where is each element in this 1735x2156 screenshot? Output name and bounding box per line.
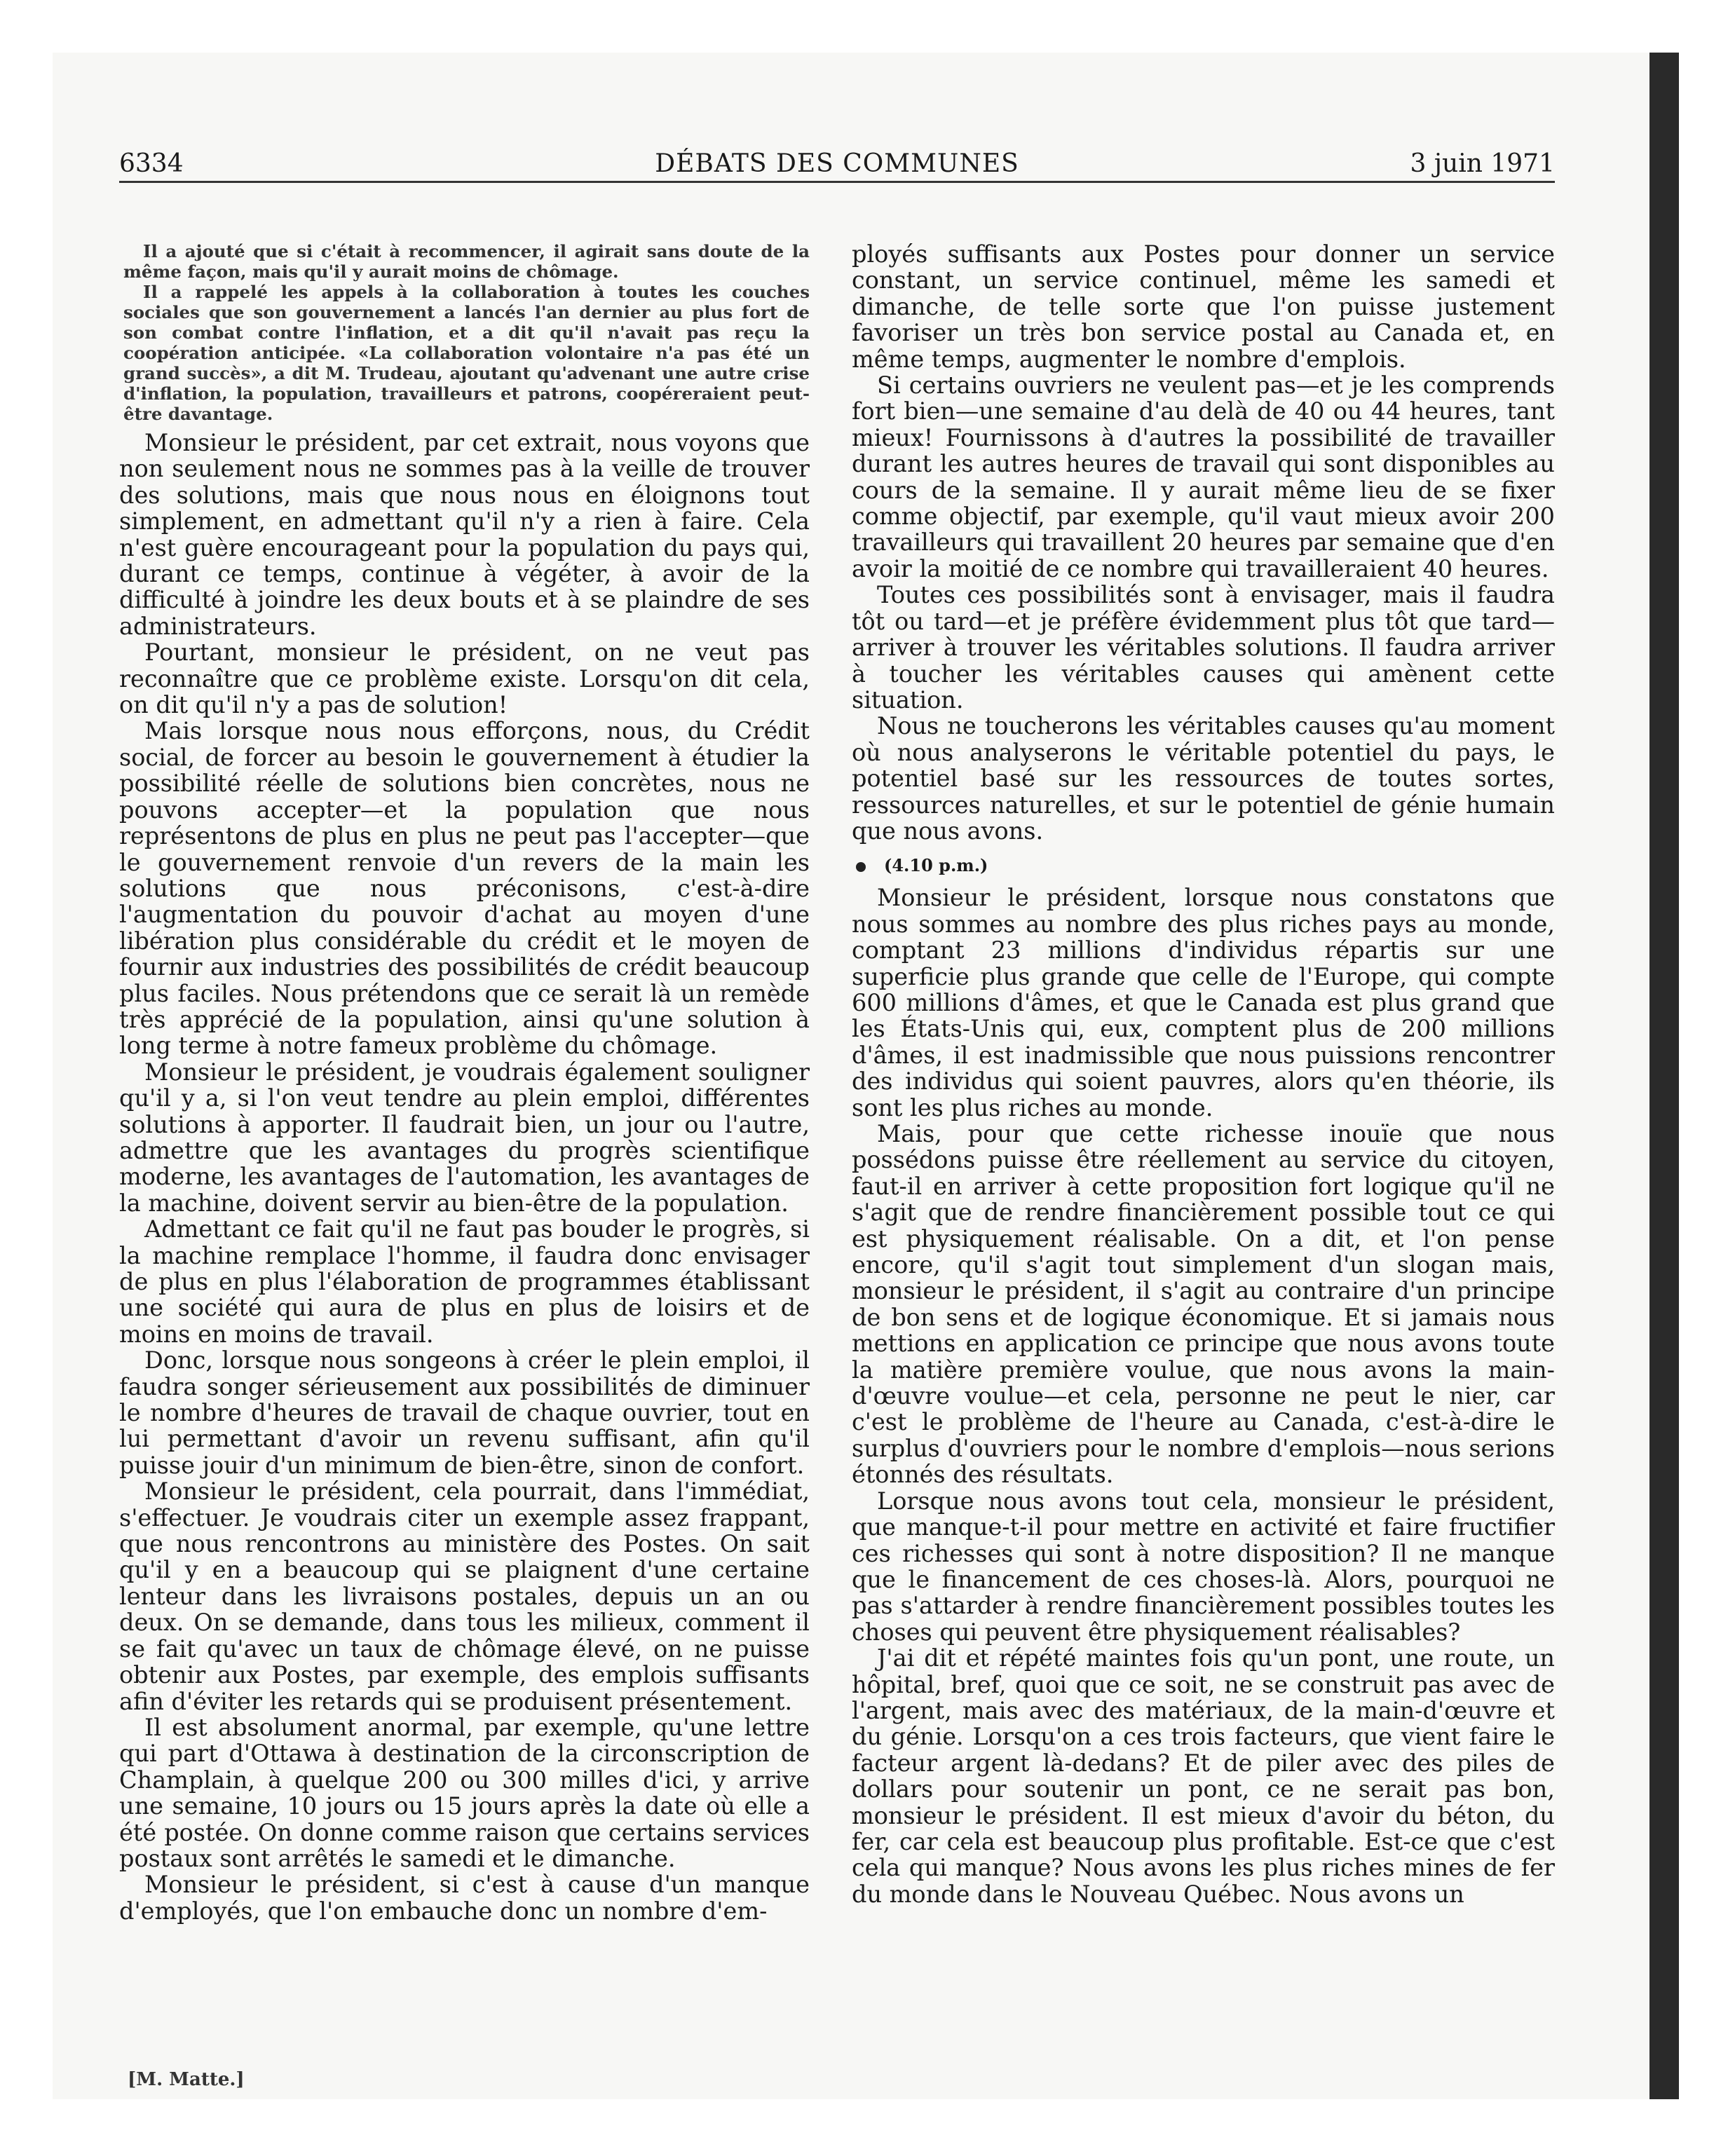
paragraph: Monsieur le président, par cet extrait, nous voyons que non seulement nous ne sommes pas à la veille de trouver des solutions, mais que nous nous en éloignons tout simplement, en admettant qu'il n'y a rien à faire. Cela n'est guère encourageant pour la population du pays qui, durant ce temps, continue à végéter, à avoir de la difficulté à joindre les deux bouts et à se plaindre de ses administrateurs. (119, 429, 810, 640)
paragraph: ployés suffisants aux Postes pour donner un service constant, un service continuel, même les samedi et dimanche, de telle sorte que l'on puisse justement favoriser un très bon service postal au Canada et, en même temps, augmenter le nombre d'emplois. (852, 240, 1555, 373)
paragraph: Lorsque nous avons tout cela, monsieur le président, que manque-t-il pour mettre en activité et faire fructifier ces richesses qui sont à notre disposition? Il ne manque que le financement de ces choses-là. Alors, pourquoi ne pas s'attarder à rendre financièrement possibles toutes les choses qui peuvent être physiquement réalisables? (852, 1487, 1555, 1646)
paragraph: Donc, lorsque nous songeons à créer le plein emploi, il faudra songer sérieusement aux possibilités de diminuer le nombre d'heures de travail de chaque ouvrier, tout en lui permettant d'avoir un revenu suffisant, afin qu'il puisse jouir d'un minimum de bien-être, sinon de confort. (119, 1346, 810, 1479)
page-date: 3 juin 1971 (1410, 149, 1555, 178)
left-column (119, 241, 810, 1924)
timestamp-text: (4.10 p.m.) (884, 855, 988, 876)
page-number: 6334 (119, 149, 184, 178)
bullet-icon (856, 862, 866, 872)
page-header (119, 144, 1555, 183)
paragraph: Monsieur le président, si c'est à cause d'un manque d'employés, que l'on embauche donc un nombre d'em- (119, 1871, 810, 1925)
speaker-attribution: [M. Matte.] (128, 2069, 245, 2090)
paragraph: Monsieur le président, je voudrais également souligner qu'il y a, si l'on veut tendre au plein emploi, différentes solutions à apporter. Il faudrait bien, un jour ou l'autre, admettre que les avantages du progrès scientifique moderne, les avantages de l'automation, les avantages de la machine, doivent servir au bien-être de la population. (119, 1058, 810, 1217)
paragraph: Monsieur le président, cela pourrait, dans l'immédiat, s'effectuer. Je voudrais citer un exemple assez frappant, que nous rencontrons au ministère des Postes. On sait qu'il y en a beaucoup qui se plaignent d'une certaine lenteur dans les livraisons postales, depuis un an ou deux. On se demande, dans tous les milieux, comment il se fait qu'avec un taux de chômage élevé, on ne puisse obtenir aux Postes, par exemple, des emplois suffisants afin d'éviter les retards qui se produisent présentement. (119, 1478, 810, 1715)
right-column (852, 241, 1555, 1907)
quoted-extract (119, 241, 810, 424)
paragraph: Monsieur le président, lorsque nous constatons que nous sommes au nombre des plus riches pays au monde, comptant 23 millions d'individus répartis sur une superficie plus grande que celle de l'Europe, qui compte 600 millions d'âmes, et que le Canada est plus grand que les États-Unis qui, eux, comptent plus de 200 millions d'âmes, il est inadmissible que nous puissions rencontrer des individus qui soient pauvres, alors qu'en théorie, ils sont les plus riches au monde. (852, 884, 1555, 1121)
paragraph: Toutes ces possibilités sont à envisager, mais il faudra tôt ou tard—et je préfère évidemment plus tôt que tard—arriver à trouver les véritables solutions. Il faudra arriver à toucher les véritables causes qui amènent cette situation. (852, 581, 1555, 714)
paragraph: J'ai dit et répété maintes fois qu'un pont, une route, un hôpital, bref, quoi que ce soit, ne se construit pas avec de l'argent, mais avec des matériaux, de la main-d'œuvre et du génie. Lorsqu'on a ces trois facteurs, que vient faire le facteur argent là-dedans? Et de piler avec des piles de dollars pour soutenir un pont, ce ne serait pas bon, monsieur le président. Il est mieux d'avoir du béton, du fer, car cela est beaucoup plus profitable. Est-ce que c'est cela qui manque? Nous avons les plus riches mines de fer du monde dans le Nouveau Québec. Nous avons un (852, 1644, 1555, 1908)
page-title: DÉBATS DES COMMUNES (655, 149, 1019, 178)
scan-edge-strip (1649, 53, 1679, 2099)
paragraph: Admettant ce fait qu'il ne faut pas bouder le progrès, si la machine remplace l'homme, il faudra donc envisager de plus en plus l'élaboration de programmes établissant une société qui aura de plus en plus de loisirs et de moins en moins de travail. (119, 1215, 810, 1348)
paragraph: Pourtant, monsieur le président, on ne veut pas reconnaître que ce problème existe. Lorsqu'on dit cela, on dit qu'il n'y a pas de solution! (119, 639, 810, 719)
quote-paragraph: Il a ajouté que si c'était à recommencer, il agirait sans doute de la même façon, mais qu'il y aurait moins de chômage. (123, 241, 810, 282)
timestamp (852, 855, 1555, 876)
paragraph: Nous ne toucherons les véritables causes qu'au moment où nous analyserons le véritable potentiel du pays, le potentiel basé sur les ressources de toutes sortes, ressources naturelles, et sur le potentiel de génie humain que nous avons. (852, 712, 1555, 845)
paragraph: Il est absolument anormal, par exemple, qu'une lettre qui part d'Ottawa à destination de la circonscription de Champlain, à quelque 200 ou 300 milles d'ici, y arrive une semaine, 10 jours ou 15 jours après la date où elle a été postée. On donne comme raison que certains services postaux sont arrêtés le samedi et le dimanche. (119, 1713, 810, 1872)
paragraph: Mais, pour que cette richesse inouïe que nous possédons puisse être réellement au service du citoyen, faut-il en arriver à cette proposition fort logique qu'il ne s'agit que de rendre financièrement possible tout ce qui est physiquement réalisable. On a dit, et l'on pense encore, qu'il s'agit tout simplement d'un slogan mais, monsieur le président, il s'agit au contraire d'un principe de bon sens et de logique économique. Et si jamais nous mettions en application ce principe que nous avons toute la matière première voulue, que nous avons la main-d'œuvre voulue—et cela, personne ne peut le nier, car c'est le problème de l'heure au Canada, c'est-à-dire le surplus d'ouvriers pour le nombre d'emplois—nous serions étonnés des résultats. (852, 1120, 1555, 1489)
quote-paragraph: Il a rappelé les appels à la collaboration à toutes les couches sociales que son gouvernement a lancés l'an dernier au plus fort de son combat contre l'inflation, et a dit qu'il n'avait pas reçu la coopération anticipée. «La collaboration volontaire n'a pas été un grand succès», a dit M. Trudeau, ajoutant qu'advenant une autre crise d'inflation, la population, travailleurs et patrons, coopéreraient peut-être davantage. (123, 282, 810, 424)
paragraph: Si certains ouvriers ne veulent pas—et je les comprends fort bien—une semaine d'au delà de 40 ou 44 heures, tant mieux! Fournissons à d'autres la possibilité de travailler durant les autres heures de travail qui sont disponibles au cours de la semaine. Il y aurait même lieu de se fixer comme objectif, par exemple, qu'il vaut mieux avoir 200 travailleurs qui travaillent 20 heures par semaine que d'en avoir la moitié de ce nombre qui travailleraient 40 heures. (852, 371, 1555, 582)
paragraph: Mais lorsque nous nous efforçons, nous, du Crédit social, de forcer au besoin le gouvernement à étudier la possibilité réelle de solutions bien concrètes, nous ne pouvons accepter—et la population que nous représentons de plus en plus ne peut pas l'accepter—que le gouvernement renvoie d'un revers de la main les solutions que nous préconisons, c'est-à-dire l'augmentation du pouvoir d'achat au moyen d'une libération plus considérable du crédit et le moyen de fournir aux industries des possibilités de crédit beaucoup plus faciles. Nous prétendons que ce serait là un remède très apprécié de la population, ainsi qu'une solution à long terme à notre fameux problème du chômage. (119, 717, 810, 1060)
